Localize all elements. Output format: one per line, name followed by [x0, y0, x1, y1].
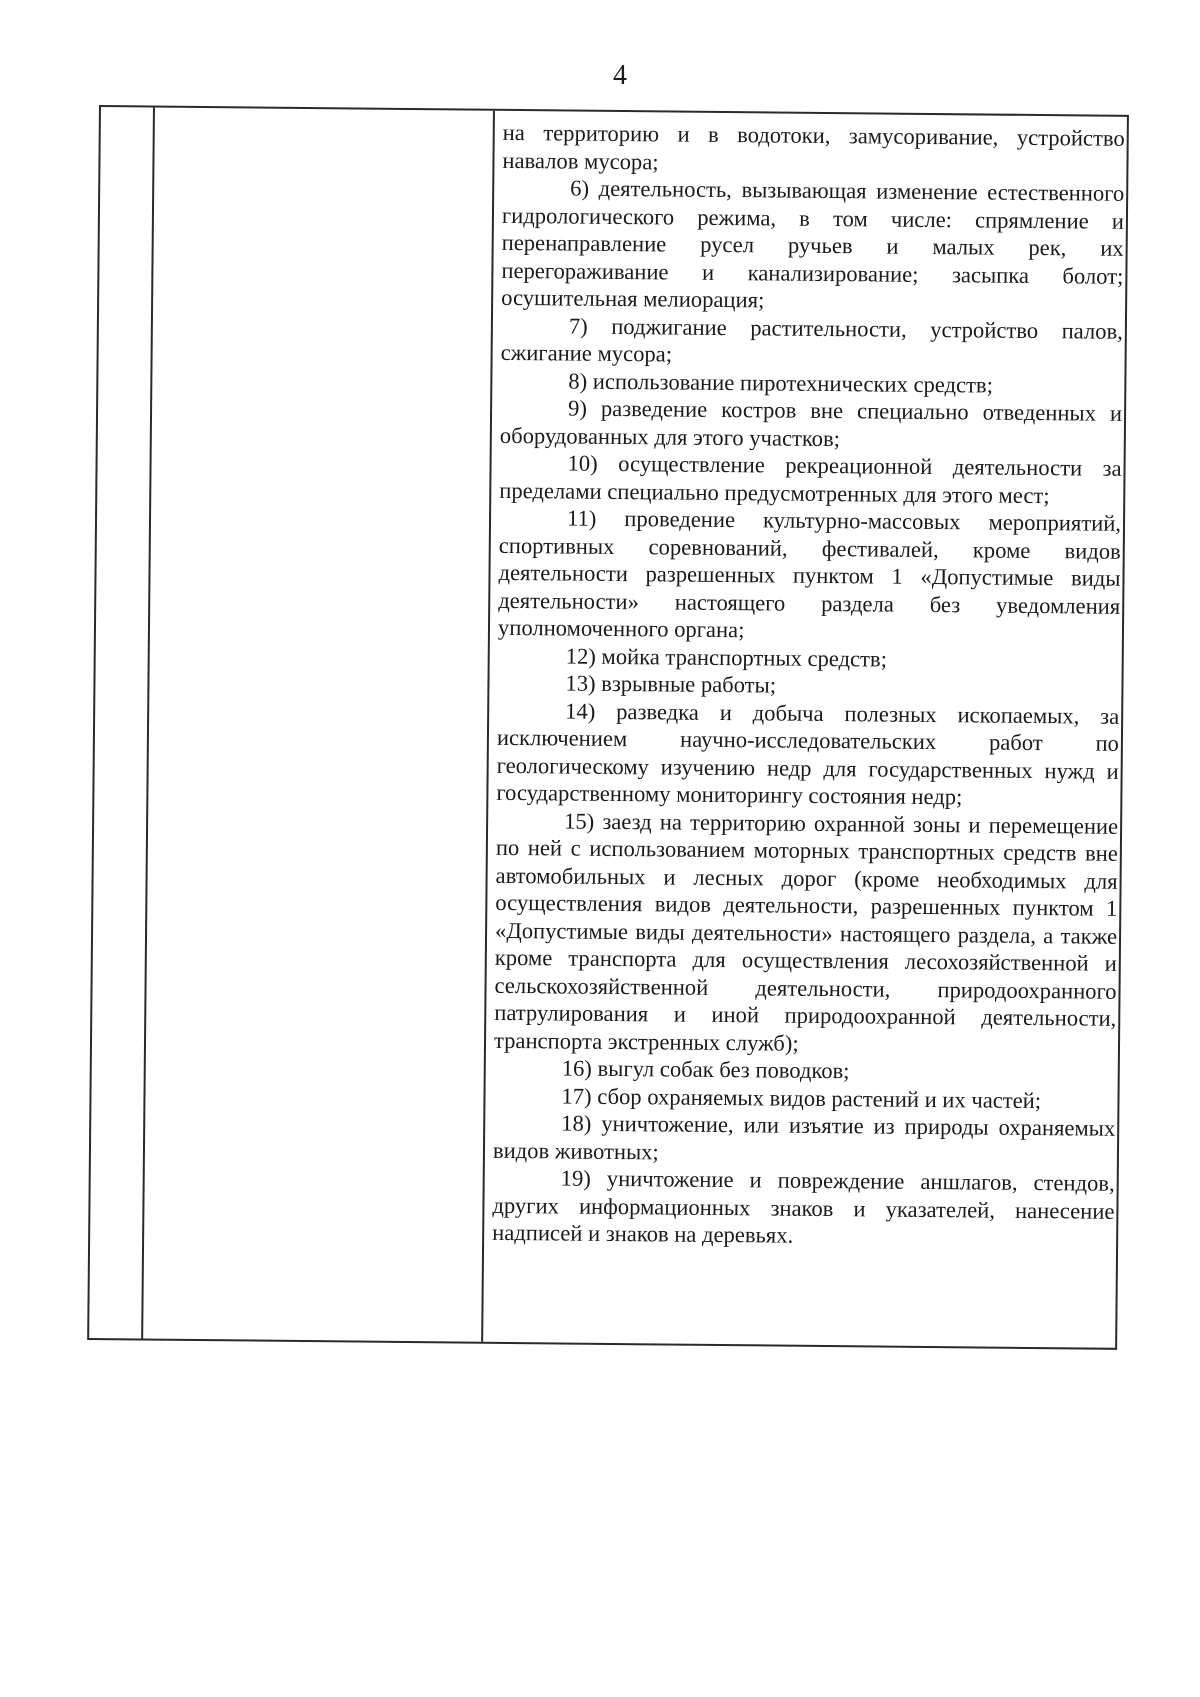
- list-item: 9) разведение костров вне специально отведенных и оборудованных для этого участков;: [499, 395, 1123, 451]
- list-item: 6) деятельность, вызывающая изменение естественного гидрологического режима, в том числе: спрямление и перенаправление русел ручьев и малых рек, их перегораживание и канализирование; засыпка болот; осушительная мелиорация;: [501, 175, 1125, 313]
- list-item: 17) сбор охраняемых видов растений и их частей;: [561, 1082, 1042, 1113]
- table-column-divider-1: [141, 108, 155, 1339]
- list-item: 16) выгул собак без поводков;: [561, 1055, 850, 1084]
- list-item: 7) поджигание растительности, устройство палов, сжигание мусора;: [500, 313, 1123, 367]
- document-table: [87, 105, 1129, 1350]
- list-item: 14) разведка и добыча полезных ископаемых, за исключением научно-исследовательских работ по геологическому изучению недр для государственных нужд и государственному мониторингу состояния недр;: [496, 698, 1120, 810]
- list-item: 13) взрывные работы;: [565, 670, 777, 698]
- list-item: 19) уничтожение и повреждение аншлагов, стендов, других информационных знаков и указателей, нанесение надписей и знаков на деревьях.: [492, 1165, 1115, 1248]
- list-item: 15) заезд на территорию охранной зоны и перемещение по ней с использованием моторных транспортных средств вне автомобильных и лесных дорог (кроме необходимых для осуществления видов деятельности, разрешенных пунктом 1 «Допустимые виды деятельности» настоящего раздела, а также кроме транспорта для осуществления лесохозяйственной и сельскохозяйственной деятельности, природоохранного патрулирования и иной природоохранной деятельности, транспорта экстренных служб);: [493, 807, 1119, 1056]
- list-item: 10) осуществление рекреационной деятельности за пределами специально предусмотренных для этого мест;: [499, 450, 1122, 508]
- prohibited-activities-text: [492, 119, 1125, 1252]
- page-number: 4: [613, 60, 627, 91]
- continuation-paragraph: на территорию и в водотоки, замусоривание, устройство навалов мусора;: [502, 119, 1125, 174]
- list-item: 18) уничтожение, или изъятие из природы охраняемых видов животных;: [492, 1110, 1116, 1164]
- list-item: 12) мойка транспортных средств;: [565, 643, 888, 672]
- list-item: 11) проведение культурно-массовых мероприятий, спортивных соревнований, фестивалей, кроме видов деятельности разрешенных пунктом 1 «Допустимые виды деятельности» настоящего раздела без уведомления уполномоченного органа;: [497, 505, 1122, 643]
- list-item: 8) использование пиротехнических средств;: [568, 368, 994, 398]
